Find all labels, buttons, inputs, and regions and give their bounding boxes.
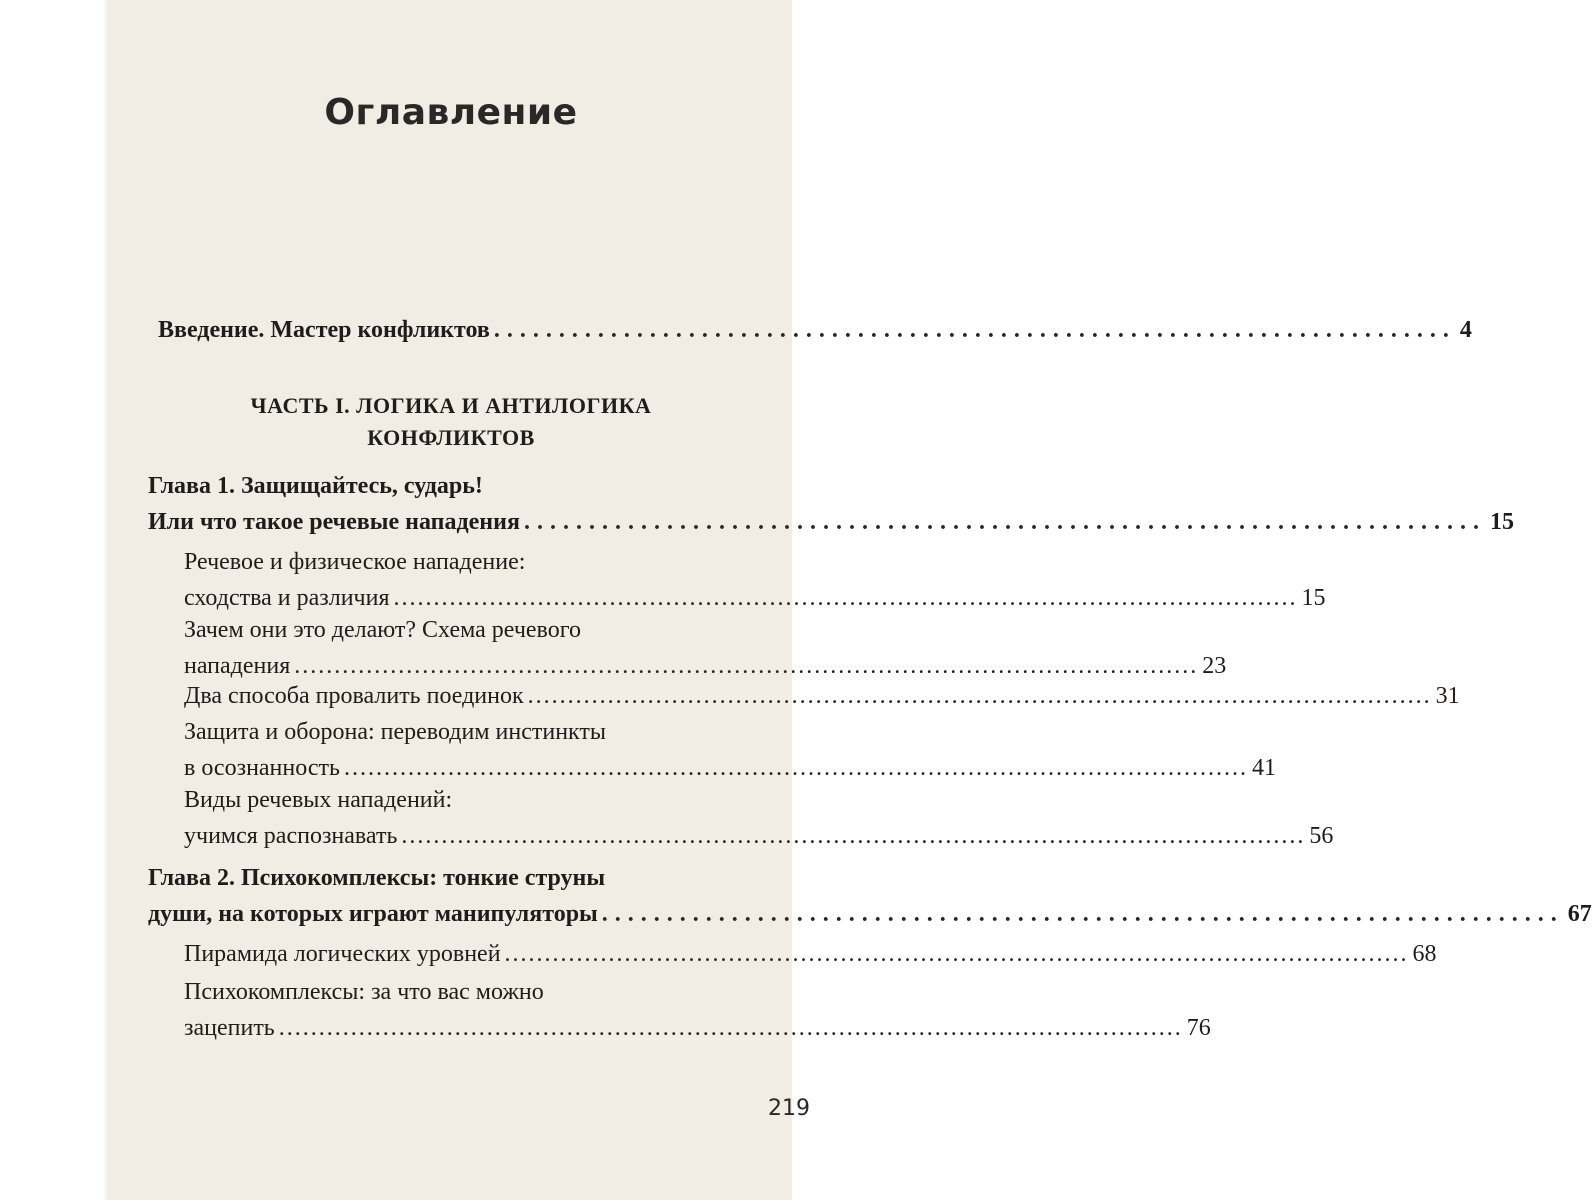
section-page: 41	[1251, 755, 1276, 781]
leader-dots: .................................................................................................................	[504, 941, 1409, 967]
leader-dots: .................................................................................................................	[294, 653, 1199, 679]
section-page: 56	[1309, 823, 1334, 849]
section-page: 23	[1202, 653, 1227, 679]
page-number: 219	[768, 1096, 810, 1121]
toc-chapter-1	[148, 468, 1514, 540]
section-title-line-1: Зачем они это делают? Схема речевого	[184, 617, 581, 643]
section-title-line-2: учимся распознавать	[184, 823, 398, 849]
toc-chapter-2	[148, 860, 1592, 932]
section-page: 31	[1435, 683, 1460, 709]
section-title-line-2: в осознанность	[184, 755, 340, 781]
leader-dots: ..........................................................................	[523, 509, 1486, 535]
section-title-line-1: Защита и оборона: переводим инстинкты	[184, 719, 606, 745]
leader-dots: .................................................................................................................	[393, 585, 1298, 611]
section-title: Пирамида логических уровней	[184, 941, 501, 967]
chapter-page: 15	[1489, 509, 1514, 535]
toc-section	[184, 936, 1437, 972]
toc-section	[184, 974, 1211, 1046]
page-title: Оглавление	[324, 92, 578, 133]
toc-entry-intro	[158, 312, 1472, 348]
leader-dots: .................................................................................................................	[401, 823, 1306, 849]
book-page	[110, 0, 1592, 1200]
leader-dots: ..........................................................................	[493, 317, 1456, 343]
toc-section	[184, 714, 1276, 786]
section-title-line-2: сходства и различия	[184, 585, 390, 611]
toc-section	[184, 782, 1334, 854]
section-title-line-1: Психокомплексы: за что вас можно	[184, 979, 544, 1005]
section-page: 76	[1186, 1015, 1211, 1041]
section-page: 68	[1412, 941, 1437, 967]
toc-section	[184, 612, 1227, 684]
section-title-line-1: Виды речевых нападений:	[184, 787, 453, 813]
chapter-title-line-2: души, на которых играют манипуляторы	[148, 901, 598, 927]
leader-dots: .................................................................................................................	[343, 755, 1248, 781]
chapter-title-line-2: Или что такое речевые нападения	[148, 509, 520, 535]
toc-section	[184, 678, 1460, 714]
chapter-page: 67	[1567, 901, 1592, 927]
part-heading	[110, 390, 792, 454]
leader-dots: .................................................................................................................	[527, 683, 1432, 709]
toc-entry-label: Введение. Мастер конфликтов	[158, 317, 490, 343]
part-heading-line-2: КОНФЛИКТОВ	[367, 425, 535, 450]
chapter-title-line-1: Глава 2. Психокомплексы: тонкие струны	[148, 865, 606, 891]
section-title: Два способа провалить поединок	[184, 683, 524, 709]
leader-dots: .................................................................................................................	[278, 1015, 1183, 1041]
section-title-line-1: Речевое и физическое нападение:	[184, 549, 526, 575]
toc-entry-page: 4	[1459, 317, 1472, 343]
leader-dots: ..........................................................................	[601, 901, 1564, 927]
chapter-title-line-1: Глава 1. Защищайтесь, сударь!	[148, 473, 483, 499]
part-heading-line-1: ЧАСТЬ I. ЛОГИКА И АНТИЛОГИКА	[250, 393, 652, 418]
toc-section	[184, 544, 1326, 616]
section-title-line-2: нападения	[184, 653, 291, 679]
section-page: 15	[1301, 585, 1326, 611]
section-title-line-2: зацепить	[184, 1015, 275, 1041]
